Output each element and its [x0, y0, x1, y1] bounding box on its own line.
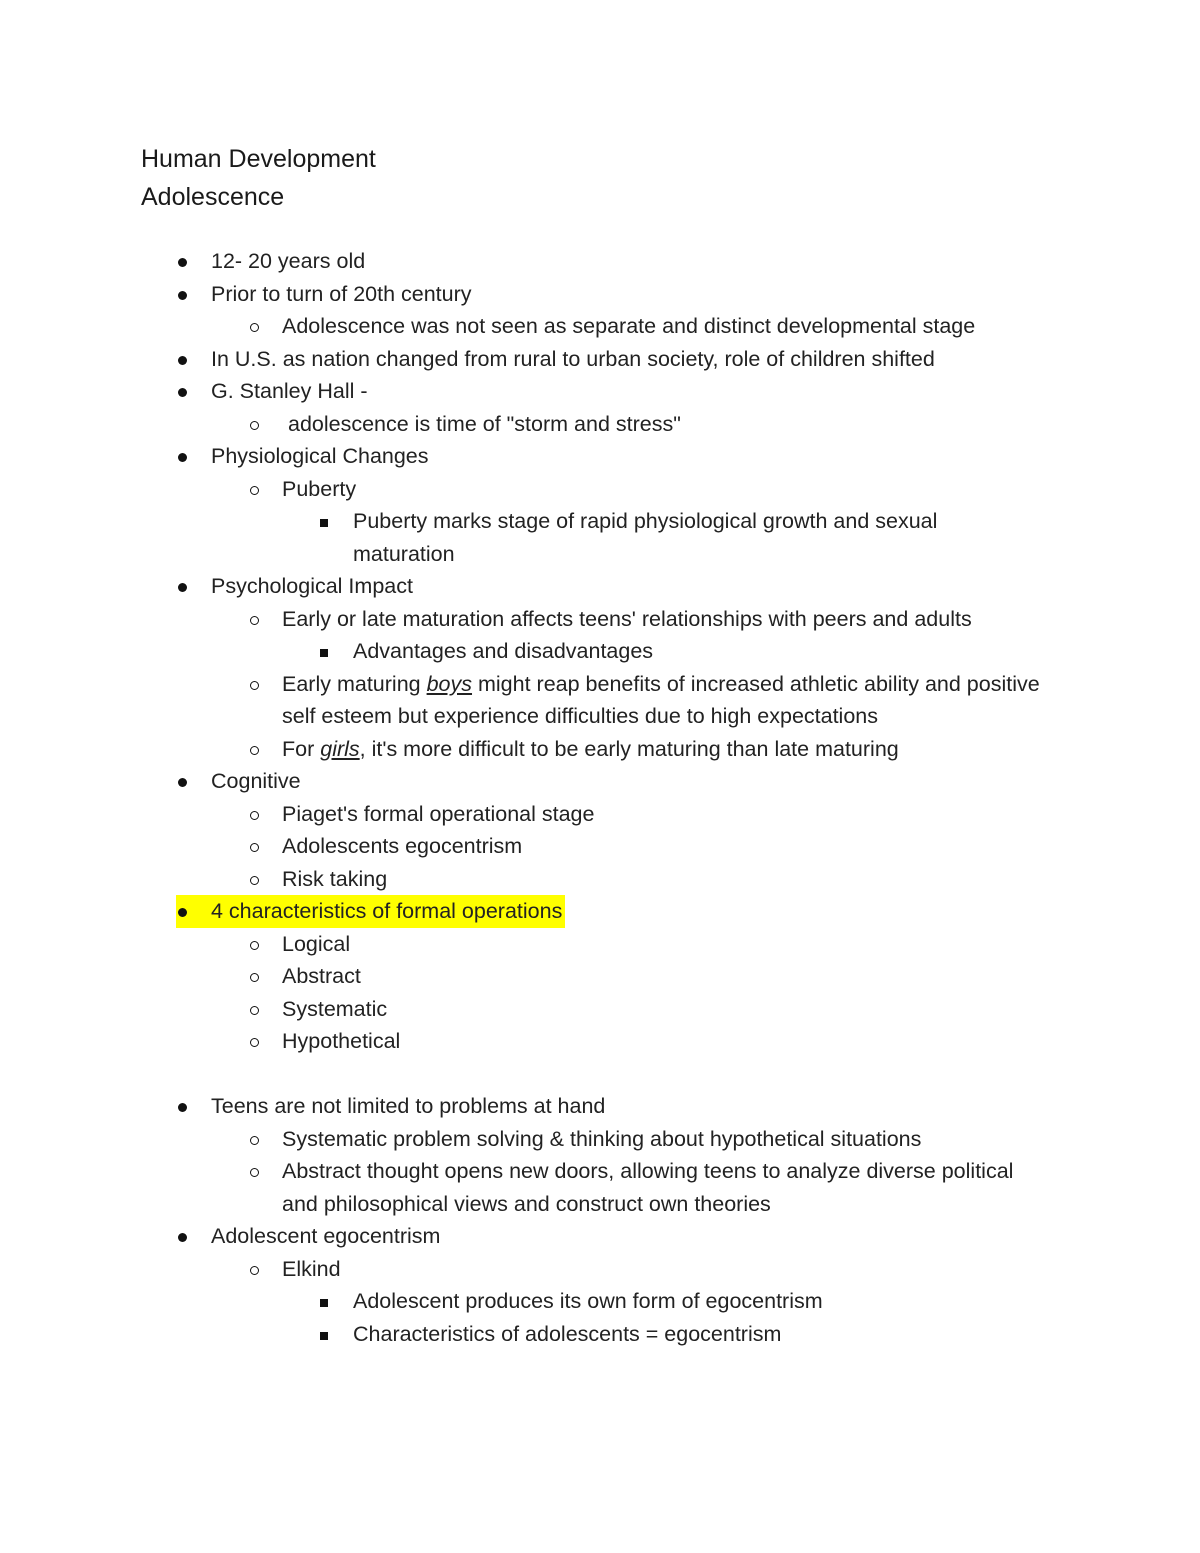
list-item-level-2 [0, 310, 1042, 343]
list-item-level-2 [0, 733, 1042, 766]
list-item-level-1 [0, 765, 1200, 798]
list-item-level-2 [0, 993, 1042, 1026]
list-item-text: Hypothetical [282, 1029, 401, 1053]
list-item-level-2 [0, 408, 1042, 441]
list-item-text: Adolescents egocentrism [282, 834, 523, 858]
list-item-text: Systematic problem solving & thinking about hypothetical situations [282, 1126, 922, 1151]
list-item-text: 12- 20 years old [211, 249, 366, 273]
list-item-level-2 [0, 1123, 1042, 1156]
list-item-text: Characteristics of adolescents = egocentrism [353, 1321, 782, 1346]
emphasized-word: girls [320, 736, 360, 761]
list-item-text: Piaget's formal operational stage [282, 801, 595, 826]
list-item-text: Physiological Changes [211, 444, 429, 468]
document-subtitle: Adolescence [141, 183, 285, 211]
list-item-level-2 [0, 603, 1042, 636]
list-item-level-1 [0, 895, 1200, 928]
list-item-text: Teens are not limited to problems at hand [211, 1094, 606, 1118]
list-item-level-2 [0, 928, 1042, 961]
list-item-level-1 [0, 245, 1200, 278]
list-item-level-1 [0, 1090, 1200, 1123]
list-item-text [282, 672, 1040, 729]
blank-line [0, 1058, 1200, 1091]
list-item-level-3 [0, 1318, 1013, 1351]
list-item-level-3 [0, 1285, 1013, 1318]
list-item-level-2 [0, 1253, 1042, 1286]
text-segment: Early maturing [282, 671, 427, 696]
list-item-level-2 [0, 1155, 1042, 1220]
list-item-text: Risk taking [282, 866, 388, 891]
list-item-text: Abstract thought opens new doors, allowing teens to analyze diverse political and philosophical views and construct own theories [282, 1159, 1020, 1216]
list-item-text [282, 737, 899, 761]
list-item-text: Elkind [282, 1256, 341, 1281]
list-item-text: Abstract [282, 964, 361, 988]
list-item-level-2 [0, 668, 1042, 733]
list-item-level-1 [0, 1220, 1200, 1253]
list-item-level-2 [0, 1025, 1042, 1058]
list-item-text: Puberty [282, 476, 357, 501]
list-item-text: Advantages and disadvantages [353, 639, 654, 663]
list-item-level-3 [0, 505, 1013, 570]
list-item-level-2 [0, 473, 1042, 506]
list-item-level-2 [0, 830, 1042, 863]
list-item-level-2 [0, 798, 1042, 831]
list-item-text: 4 characteristics of formal operations [211, 899, 563, 923]
list-item-text: Prior to turn of 20th century [211, 281, 472, 306]
list-item-level-1 [0, 440, 1200, 473]
list-item-text: Logical [282, 931, 351, 956]
text-segment: For [282, 736, 321, 761]
list-item-text: Adolescent egocentrism [211, 1224, 441, 1248]
text-segment: , it's more difficult to be early maturing than late maturing [359, 736, 899, 761]
list-item-level-1 [0, 343, 1200, 376]
list-item-text: Early or late maturation affects teens' relationships with peers and adults [282, 606, 972, 631]
list-item-text: Cognitive [211, 769, 301, 793]
emphasized-word: boys [426, 671, 473, 696]
list-item-text: Adolescent produces its own form of egocentrism [353, 1289, 823, 1313]
list-item-level-1 [0, 570, 1200, 603]
list-item-text: Systematic [282, 996, 388, 1021]
list-item-text: Adolescence was not seen as separate and distinct developmental stage [282, 314, 976, 338]
list-item-level-1 [0, 278, 1200, 311]
notes-list [0, 245, 1200, 1350]
text-segment: might reap benefits of increased athletic ability and positive self esteem but experience difficulties due to high expectations [282, 671, 1040, 728]
list-item-text: Puberty marks stage of rapid physiological growth and sexual maturation [353, 509, 944, 566]
list-item-level-2 [0, 863, 1042, 896]
list-item-text: G. Stanley Hall - [211, 379, 368, 403]
list-item-text: Psychological Impact [211, 574, 413, 598]
document-title: Human Development [141, 145, 376, 173]
list-item-level-2 [0, 960, 1042, 993]
list-item-text: adolescence is time of "storm and stress" [282, 411, 681, 436]
list-item-text: In U.S. as nation changed from rural to urban society, role of children shifted [211, 346, 935, 371]
list-item-level-1 [0, 375, 1200, 408]
list-item-level-3 [0, 635, 1013, 668]
